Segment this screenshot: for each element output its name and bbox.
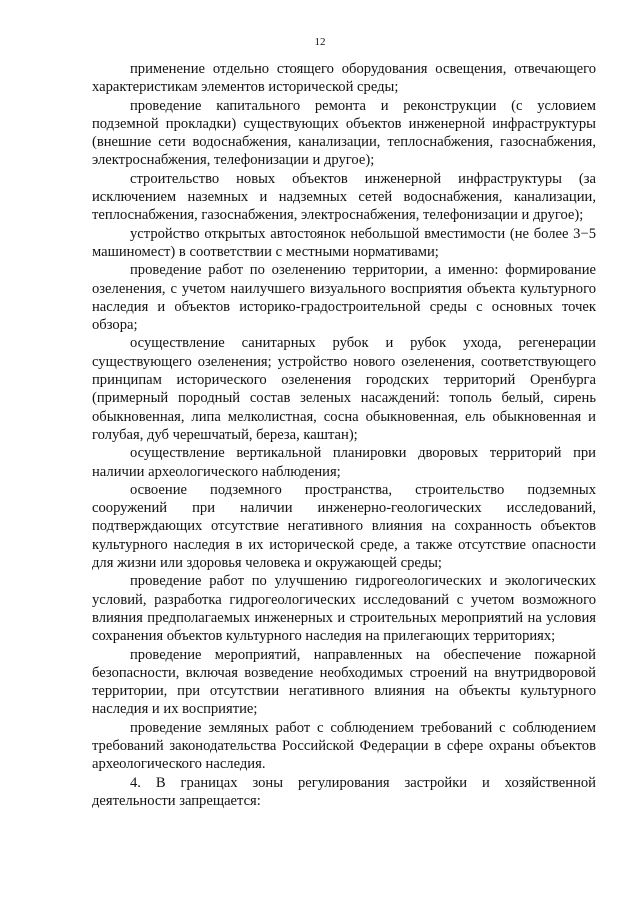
paragraph-sanitary-felling: осуществление санитарных рубок и рубок ухода, регенерации существующего озеленения; устройство нового озеленения, соответствующего принципам исторического озеленения городских территорий Оренбурга (примерный породный состав зеленых насаждений: тополь белый, сирень обыкновенная, липа мелколистная, сосна обыкновенная, ель обыкновенная и голубая, дуб черешчатый, береза, каштан); bbox=[92, 335, 596, 443]
paragraph-section-4: 4. В границах зоны регулирования застройки и хозяйственной деятельности запрещается: bbox=[92, 774, 596, 809]
paragraph-vertical-planning: осуществление вертикальной планировки дворовых территорий при наличии археологического наблюдения; bbox=[92, 445, 596, 480]
paragraph-earthworks: проведение земляных работ с соблюдением требований с соблюдением требований законодательства Российской Федерации в сфере охраны объектов археологического наследия. bbox=[92, 719, 596, 773]
paragraph-new-infrastructure: строительство новых объектов инженерной инфраструктуры (за исключением наземных и надземных сетей водоснабжения, канализации, теплоснабжения, газоснабжения, электроснабжения, телефонизации и другое); bbox=[92, 170, 596, 224]
paragraph-capital-repair: проведение капитального ремонта и реконструкции (с условием подземной прокладки) существующих объектов инженерной инфраструктуры (внешние сети водоснабжения, канализации, теплоснабжения, газоснабжения, электроснабжения, телефонизации и другое); bbox=[92, 97, 596, 169]
paragraph-underground-space: освоение подземного пространства, строительство подземных сооружений при наличии инженерно-геологических исследований, подтверждающих отсутствие негативного влияния на сохранность объектов культурного наследия в их исторической среде, а также отсутствие опасности для жизни или здоровья человека и окружающей среды; bbox=[92, 481, 596, 572]
paragraph-lighting-equipment: применение отдельно стоящего оборудования освещения, отвечающего характеристикам элементов исторической среды; bbox=[92, 61, 596, 96]
document-body bbox=[92, 60, 596, 810]
paragraph-landscaping: проведение работ по озеленению территории, а именно: формирование озеленения, с учетом наилучшего визуального восприятия объекта культурного наследия и объектов историко-градостроительной среды с основных точек обзора; bbox=[92, 262, 596, 334]
page-number: 12 bbox=[314, 36, 326, 48]
paragraph-hydrogeology: проведение работ по улучшению гидрогеологических и экологических условий, разработка гидрогеологических исследований с учетом возможного влияния предполагаемых инженерных и строительных мероприятий на условия сохранения объектов культурного наследия на прилегающих территориях; bbox=[92, 573, 596, 645]
paragraph-parking: устройство открытых автостоянок небольшой вместимости (не более 3−5 машиномест) в соответствии с местными нормативами; bbox=[92, 225, 596, 260]
paragraph-fire-safety: проведение мероприятий, направленных на обеспечение пожарной безопасности, включая возведение необходимых строений на внутридворовой территории, при отсутствии негативного влияния на объекты культурного наследия и их восприятие; bbox=[92, 646, 596, 718]
